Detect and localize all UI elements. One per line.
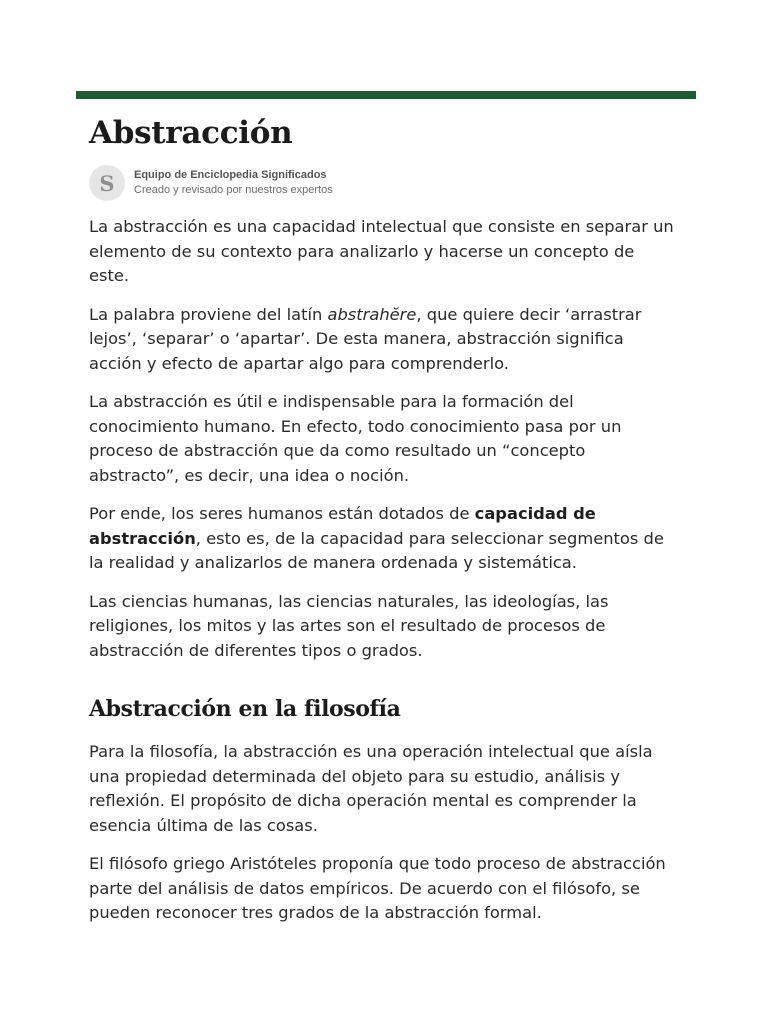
- paragraph-capacity: [89, 502, 679, 576]
- paragraph-intro-3: La abstracción es útil e indispensable para la formación del conocimiento humano. En efecto, todo conocimiento pasa por un proceso de abstracción que da como resultado un “concepto abstracto”, es decir, una idea o noción.: [89, 392, 622, 485]
- avatar-letter: S: [99, 170, 115, 196]
- paragraph-intro-1: La abstracción es una capacidad intelectual que consiste en separar un elemento de su contexto para analizarlo y hacerse un concepto de este.: [89, 217, 674, 285]
- header-accent-rule: [76, 91, 696, 99]
- paragraph-intro-5: Las ciencias humanas, las ciencias naturales, las ideologías, las religiones, los mitos y las artes son el resultado de procesos de abstracción de diferentes tipos o grados.: [89, 591, 609, 660]
- capacity-text-after: , esto es, de la capacidad para seleccionar segmentos de la realidad y analizarlos de manera ordenada y sistemática.: [89, 528, 664, 572]
- paragraph-philosophy-2: El filósofo griego Aristóteles proponía que todo proceso de abstracción parte del análisis de datos empíricos. De acuerdo con el filósofo, se pueden reconocer tres grados de la abstracción formal.: [89, 854, 666, 922]
- author-name[interactable]: Equipo de Enciclopedia Significados: [134, 169, 327, 181]
- etymology-text-before: La palabra proviene del latín: [89, 304, 328, 324]
- etymology-text-after: , que quiere decir ‘arrastrar lejos’, ‘separar’ o ‘apartar’. De esta manera, abstracción significa acción y efecto de apartar algo para comprenderlo.: [89, 304, 642, 373]
- capacity-text-before: Por ende, los seres humanos están dotados de: [89, 504, 475, 523]
- page-title: Abstracción: [89, 115, 293, 151]
- paragraph-philosophy-1: Para la filosofía, la abstracción es una operación intelectual que aísla una propiedad determinada del objeto para su estudio, análisis y reflexión. El propósito de dicha operación mental es comprender la esencia última de las cosas.: [89, 742, 653, 835]
- latin-term: abstrahĕre: [327, 304, 417, 324]
- author-text: [134, 168, 333, 198]
- author-byline: [89, 165, 333, 201]
- avatar: [89, 165, 125, 201]
- section-heading-philosophy: Abstracción en la filosofía: [89, 696, 401, 722]
- author-note: Creado y revisado por nuestros expertos: [134, 184, 333, 196]
- article-body: [89, 215, 679, 940]
- paragraph-etymology: [89, 303, 679, 377]
- capacity-highlight: capacidad de abstracción: [89, 504, 596, 548]
